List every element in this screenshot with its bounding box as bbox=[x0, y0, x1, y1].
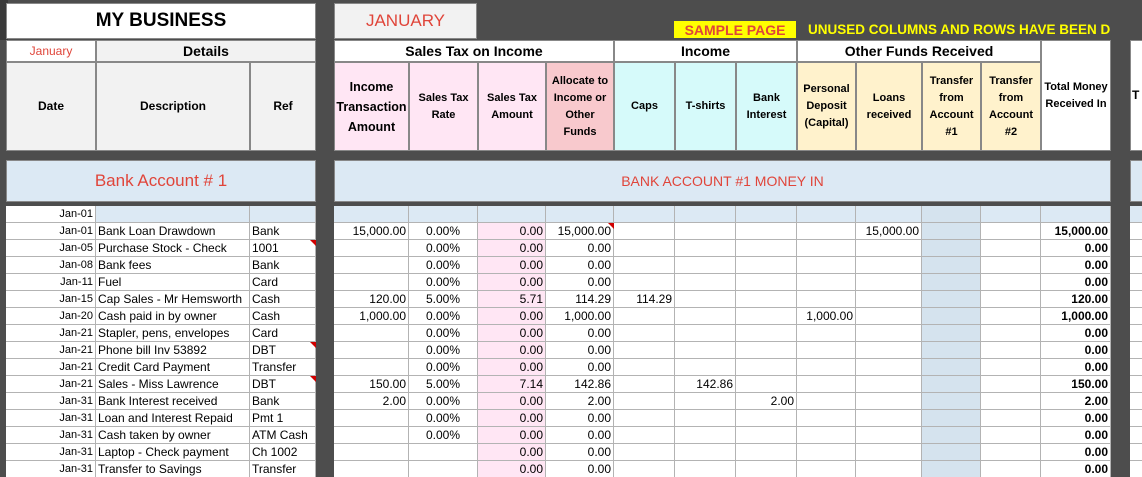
cell-tax[interactable]: 0.00 bbox=[478, 257, 546, 274]
cell-transfer2[interactable] bbox=[981, 223, 1041, 240]
cell-desc[interactable]: Sales - Miss Lawrence bbox=[96, 376, 250, 393]
cell-interest[interactable] bbox=[736, 325, 797, 342]
cell-loans[interactable] bbox=[856, 410, 922, 427]
cell-income[interactable] bbox=[334, 444, 409, 461]
cell-caps[interactable] bbox=[614, 274, 675, 291]
cell-next-section[interactable] bbox=[1130, 223, 1142, 240]
col-transfer1-header: Transfer from Account #1 bbox=[922, 62, 981, 151]
cell-rate[interactable]: 0.00% bbox=[409, 410, 478, 427]
cell-loans[interactable] bbox=[856, 291, 922, 308]
cell-income[interactable] bbox=[334, 257, 409, 274]
cell-desc[interactable]: Laptop - Check payment bbox=[96, 444, 250, 461]
month-title: JANUARY bbox=[334, 3, 477, 39]
cell-rate[interactable]: 0.00% bbox=[409, 325, 478, 342]
cell-transfer1[interactable] bbox=[922, 257, 981, 274]
cell-interest[interactable] bbox=[736, 444, 797, 461]
unused-columns-note: UNUSED COLUMNS AND ROWS HAVE BEEN D bbox=[808, 22, 1111, 37]
cell-caps[interactable] bbox=[614, 257, 675, 274]
cell-rate[interactable] bbox=[409, 206, 478, 223]
cell-caps[interactable] bbox=[614, 393, 675, 410]
cell-date[interactable]: Jan-31 bbox=[6, 427, 96, 444]
cell-date[interactable]: Jan-31 bbox=[6, 444, 96, 461]
cell-ref[interactable]: Ch 1002 bbox=[250, 444, 316, 461]
comment-indicator-icon[interactable] bbox=[310, 376, 316, 382]
cell-loans[interactable]: 15,000.00 bbox=[856, 223, 922, 240]
col-personal-deposit-header: Personal Deposit (Capital) bbox=[797, 62, 856, 151]
cell-ref[interactable]: Pmt 1 bbox=[250, 410, 316, 427]
cell-date[interactable]: Jan-11 bbox=[6, 274, 96, 291]
cell-transfer2[interactable] bbox=[981, 308, 1041, 325]
cell-personal[interactable] bbox=[797, 223, 856, 240]
cell-transfer1[interactable] bbox=[922, 325, 981, 342]
cell-transfer2[interactable] bbox=[981, 257, 1041, 274]
col-total-header: Total Money Received In bbox=[1041, 40, 1111, 151]
cell-tshirt[interactable] bbox=[675, 308, 736, 325]
cell-caps[interactable] bbox=[614, 308, 675, 325]
cell-tax[interactable]: 0.00 bbox=[478, 240, 546, 257]
col-tax-rate-header: Sales Tax Rate bbox=[409, 62, 478, 151]
cell-personal[interactable] bbox=[797, 376, 856, 393]
col-caps-header: Caps bbox=[614, 62, 675, 151]
cell-ref[interactable]: Card bbox=[250, 325, 316, 342]
cell-interest[interactable] bbox=[736, 359, 797, 376]
cell-alloc[interactable]: 2.00 bbox=[546, 393, 614, 410]
cell-tax[interactable]: 0.00 bbox=[478, 359, 546, 376]
cell-personal[interactable] bbox=[797, 274, 856, 291]
cell-rate[interactable]: 0.00% bbox=[409, 342, 478, 359]
cell-personal[interactable] bbox=[797, 410, 856, 427]
cell-tax[interactable]: 0.00 bbox=[478, 342, 546, 359]
cell-total[interactable]: 120.00 bbox=[1041, 291, 1111, 308]
cell-tshirt[interactable] bbox=[675, 223, 736, 240]
cell-transfer1[interactable] bbox=[922, 376, 981, 393]
cell-rate[interactable]: 0.00% bbox=[409, 257, 478, 274]
cell-caps[interactable] bbox=[614, 206, 675, 223]
cell-alloc[interactable]: 142.86 bbox=[546, 376, 614, 393]
cell-desc[interactable]: Stapler, pens, envelopes bbox=[96, 325, 250, 342]
cell-date[interactable]: Jan-31 bbox=[6, 393, 96, 410]
cell-ref[interactable]: Card bbox=[250, 274, 316, 291]
col-income-amount-header: Income Transaction Amount bbox=[334, 62, 409, 151]
group-income-header: Income bbox=[614, 40, 797, 62]
cell-next-section[interactable] bbox=[1130, 393, 1142, 410]
cell-loans[interactable] bbox=[856, 325, 922, 342]
cell-alloc[interactable]: 1,000.00 bbox=[546, 308, 614, 325]
cell-total[interactable]: 1,000.00 bbox=[1041, 308, 1111, 325]
cell-next-section[interactable] bbox=[1130, 359, 1142, 376]
cell-alloc[interactable]: 15,000.00 bbox=[546, 223, 614, 240]
cell-alloc[interactable] bbox=[546, 206, 614, 223]
cell-next-section[interactable] bbox=[1130, 308, 1142, 325]
cell-next-section[interactable] bbox=[1130, 410, 1142, 427]
cell-alloc[interactable]: 0.00 bbox=[546, 274, 614, 291]
cell-desc[interactable]: Bank Interest received bbox=[96, 393, 250, 410]
cell-personal[interactable]: 1,000.00 bbox=[797, 308, 856, 325]
cell-interest[interactable] bbox=[736, 291, 797, 308]
cell-tshirt[interactable]: 142.86 bbox=[675, 376, 736, 393]
cell-transfer1[interactable] bbox=[922, 206, 981, 223]
month-label-left: January bbox=[6, 40, 96, 62]
cell-income[interactable] bbox=[334, 325, 409, 342]
cell-loans[interactable] bbox=[856, 274, 922, 291]
cell-tshirt[interactable] bbox=[675, 342, 736, 359]
cell-tshirt[interactable] bbox=[675, 427, 736, 444]
cell-loans[interactable] bbox=[856, 376, 922, 393]
cell-date[interactable]: Jan-20 bbox=[6, 308, 96, 325]
cell-total[interactable]: 0.00 bbox=[1041, 274, 1111, 291]
cell-caps[interactable] bbox=[614, 359, 675, 376]
cell-tshirt[interactable] bbox=[675, 257, 736, 274]
cell-date[interactable]: Jan-01 bbox=[6, 223, 96, 240]
cell-interest[interactable] bbox=[736, 206, 797, 223]
business-title: MY BUSINESS bbox=[6, 3, 316, 39]
cell-alloc[interactable]: 0.00 bbox=[546, 342, 614, 359]
cell-ref[interactable]: DBT bbox=[250, 342, 316, 359]
cell-tax[interactable]: 0.00 bbox=[478, 410, 546, 427]
cell-transfer2[interactable] bbox=[981, 393, 1041, 410]
cell-transfer2[interactable] bbox=[981, 359, 1041, 376]
cell-total[interactable]: 0.00 bbox=[1041, 461, 1111, 477]
cell-ref[interactable]: ATM Cash bbox=[250, 427, 316, 444]
cell-income[interactable]: 1,000.00 bbox=[334, 308, 409, 325]
cell-next-section[interactable] bbox=[1130, 342, 1142, 359]
cell-tax[interactable]: 5.71 bbox=[478, 291, 546, 308]
cell-rate[interactable] bbox=[409, 444, 478, 461]
cell-transfer2[interactable] bbox=[981, 291, 1041, 308]
cell-tshirt[interactable] bbox=[675, 410, 736, 427]
col-tax-amount-header: Sales Tax Amount bbox=[478, 62, 546, 151]
sample-page-label: SAMPLE PAGE bbox=[674, 21, 796, 38]
cell-date[interactable]: Jan-31 bbox=[6, 461, 96, 477]
cell-desc[interactable]: Credit Card Payment bbox=[96, 359, 250, 376]
cell-transfer1[interactable] bbox=[922, 223, 981, 240]
cell-alloc[interactable]: 114.29 bbox=[546, 291, 614, 308]
cell-interest[interactable] bbox=[736, 274, 797, 291]
cell-income[interactable]: 150.00 bbox=[334, 376, 409, 393]
cell-tshirt[interactable] bbox=[675, 206, 736, 223]
cell-transfer1[interactable] bbox=[922, 308, 981, 325]
cell-income[interactable] bbox=[334, 461, 409, 477]
cell-next-section[interactable] bbox=[1130, 206, 1142, 223]
cell-income[interactable] bbox=[334, 427, 409, 444]
cell-caps[interactable] bbox=[614, 376, 675, 393]
cell-desc[interactable]: Phone bill Inv 53892 bbox=[96, 342, 250, 359]
cell-next-section[interactable] bbox=[1130, 274, 1142, 291]
cell-rate[interactable]: 0.00% bbox=[409, 393, 478, 410]
cell-next-section[interactable] bbox=[1130, 257, 1142, 274]
cell-caps[interactable] bbox=[614, 325, 675, 342]
cell-caps[interactable] bbox=[614, 223, 675, 240]
cell-ref[interactable]: Transfer bbox=[250, 461, 316, 477]
cell-date[interactable]: Jan-01 bbox=[6, 206, 96, 223]
cell-rate[interactable]: 0.00% bbox=[409, 308, 478, 325]
col-tshirts-header: T-shirts bbox=[675, 62, 736, 151]
group-other-funds-header: Other Funds Received bbox=[797, 40, 1041, 62]
cell-rate[interactable] bbox=[409, 461, 478, 477]
cell-total[interactable] bbox=[1041, 206, 1111, 223]
col-transfer2-header: Transfer from Account #2 bbox=[981, 62, 1041, 151]
cell-tshirt[interactable] bbox=[675, 325, 736, 342]
cell-alloc[interactable]: 0.00 bbox=[546, 410, 614, 427]
cell-interest[interactable] bbox=[736, 342, 797, 359]
comment-indicator-icon[interactable] bbox=[310, 240, 316, 246]
cell-tshirt[interactable] bbox=[675, 240, 736, 257]
cell-next-section[interactable] bbox=[1130, 291, 1142, 308]
cell-ref[interactable]: Bank bbox=[250, 223, 316, 240]
cell-tax[interactable]: 0.00 bbox=[478, 393, 546, 410]
col-next-header: T bbox=[1130, 40, 1142, 151]
cell-personal[interactable] bbox=[797, 444, 856, 461]
cell-transfer1[interactable] bbox=[922, 240, 981, 257]
cell-transfer1[interactable] bbox=[922, 410, 981, 427]
cell-personal[interactable] bbox=[797, 461, 856, 477]
cell-caps[interactable] bbox=[614, 240, 675, 257]
cell-ref[interactable]: Cash bbox=[250, 291, 316, 308]
cell-alloc[interactable]: 0.00 bbox=[546, 461, 614, 477]
cell-caps[interactable] bbox=[614, 410, 675, 427]
cell-tax[interactable]: 0.00 bbox=[478, 427, 546, 444]
cell-transfer1[interactable] bbox=[922, 427, 981, 444]
cell-rate[interactable]: 5.00% bbox=[409, 291, 478, 308]
cell-tax[interactable]: 0.00 bbox=[478, 223, 546, 240]
cell-transfer2[interactable] bbox=[981, 325, 1041, 342]
cell-transfer2[interactable] bbox=[981, 427, 1041, 444]
cell-loans[interactable] bbox=[856, 257, 922, 274]
cell-tax[interactable] bbox=[478, 206, 546, 223]
next-band bbox=[1130, 160, 1142, 202]
cell-ref[interactable]: 1001 bbox=[250, 240, 316, 257]
cell-ref[interactable]: DBT bbox=[250, 376, 316, 393]
cell-next-section[interactable] bbox=[1130, 461, 1142, 477]
cell-income[interactable] bbox=[334, 342, 409, 359]
cell-transfer2[interactable] bbox=[981, 410, 1041, 427]
cell-tshirt[interactable] bbox=[675, 274, 736, 291]
cell-desc[interactable]: Bank Loan Drawdown bbox=[96, 223, 250, 240]
col-loans-header: Loans received bbox=[856, 62, 922, 151]
cell-rate[interactable]: 0.00% bbox=[409, 274, 478, 291]
cell-rate[interactable]: 5.00% bbox=[409, 376, 478, 393]
cell-transfer2[interactable] bbox=[981, 240, 1041, 257]
cell-tshirt[interactable] bbox=[675, 444, 736, 461]
cell-caps[interactable]: 114.29 bbox=[614, 291, 675, 308]
cell-transfer2[interactable] bbox=[981, 376, 1041, 393]
cell-interest[interactable] bbox=[736, 240, 797, 257]
cell-tax[interactable]: 0.00 bbox=[478, 444, 546, 461]
cell-rate[interactable]: 0.00% bbox=[409, 240, 478, 257]
cell-total[interactable]: 0.00 bbox=[1041, 342, 1111, 359]
cell-desc[interactable]: Cap Sales - Mr Hemsworth bbox=[96, 291, 250, 308]
cell-transfer2[interactable] bbox=[981, 342, 1041, 359]
cell-next-section[interactable] bbox=[1130, 376, 1142, 393]
col-date-header: Date bbox=[6, 62, 96, 151]
cell-interest[interactable] bbox=[736, 376, 797, 393]
cell-date[interactable]: Jan-31 bbox=[6, 410, 96, 427]
cell-transfer1[interactable] bbox=[922, 342, 981, 359]
cell-personal[interactable] bbox=[797, 393, 856, 410]
cell-desc[interactable]: Purchase Stock - Check bbox=[96, 240, 250, 257]
cell-alloc[interactable]: 0.00 bbox=[546, 444, 614, 461]
money-in-band: BANK ACCOUNT #1 MONEY IN bbox=[334, 160, 1111, 202]
cell-caps[interactable] bbox=[614, 461, 675, 477]
cell-total[interactable]: 0.00 bbox=[1041, 410, 1111, 427]
cell-date[interactable]: Jan-05 bbox=[6, 240, 96, 257]
cell-income[interactable]: 2.00 bbox=[334, 393, 409, 410]
cell-transfer1[interactable] bbox=[922, 444, 981, 461]
group-sales-tax-header: Sales Tax on Income bbox=[334, 40, 614, 62]
cell-loans[interactable] bbox=[856, 342, 922, 359]
cell-tshirt[interactable] bbox=[675, 359, 736, 376]
cell-next-section[interactable] bbox=[1130, 444, 1142, 461]
cell-income[interactable] bbox=[334, 240, 409, 257]
cell-interest[interactable] bbox=[736, 308, 797, 325]
cell-total[interactable]: 2.00 bbox=[1041, 393, 1111, 410]
cell-personal[interactable] bbox=[797, 206, 856, 223]
cell-tax[interactable]: 0.00 bbox=[478, 325, 546, 342]
cell-desc[interactable]: Fuel bbox=[96, 274, 250, 291]
cell-transfer2[interactable] bbox=[981, 274, 1041, 291]
cell-total[interactable]: 0.00 bbox=[1041, 444, 1111, 461]
cell-tax[interactable]: 0.00 bbox=[478, 274, 546, 291]
cell-total[interactable]: 0.00 bbox=[1041, 325, 1111, 342]
cell-transfer2[interactable] bbox=[981, 206, 1041, 223]
cell-alloc[interactable]: 0.00 bbox=[546, 240, 614, 257]
cell-income[interactable] bbox=[334, 410, 409, 427]
cell-ref[interactable]: Bank bbox=[250, 393, 316, 410]
cell-next-section[interactable] bbox=[1130, 427, 1142, 444]
cell-ref[interactable] bbox=[250, 206, 316, 223]
cell-desc[interactable]: Cash paid in by owner bbox=[96, 308, 250, 325]
col-allocate-header: Allocate to Income or Other Funds bbox=[546, 62, 614, 151]
cell-date[interactable]: Jan-21 bbox=[6, 342, 96, 359]
cell-desc[interactable] bbox=[96, 206, 250, 223]
bank-account-band: Bank Account # 1 bbox=[6, 160, 316, 202]
cell-desc[interactable]: Transfer to Savings bbox=[96, 461, 250, 477]
cell-next-section[interactable] bbox=[1130, 240, 1142, 257]
cell-transfer1[interactable] bbox=[922, 291, 981, 308]
cell-desc[interactable]: Bank fees bbox=[96, 257, 250, 274]
cell-interest[interactable] bbox=[736, 410, 797, 427]
cell-rate[interactable]: 0.00% bbox=[409, 427, 478, 444]
cell-alloc[interactable]: 0.00 bbox=[546, 359, 614, 376]
cell-personal[interactable] bbox=[797, 240, 856, 257]
cell-transfer1[interactable] bbox=[922, 359, 981, 376]
cell-income[interactable]: 15,000.00 bbox=[334, 223, 409, 240]
cell-rate[interactable]: 0.00% bbox=[409, 359, 478, 376]
cell-income[interactable] bbox=[334, 359, 409, 376]
col-ref-header: Ref bbox=[250, 62, 316, 151]
cell-caps[interactable] bbox=[614, 342, 675, 359]
details-label: Details bbox=[96, 40, 316, 62]
cell-personal[interactable] bbox=[797, 325, 856, 342]
cell-desc[interactable]: Cash taken by owner bbox=[96, 427, 250, 444]
cell-personal[interactable] bbox=[797, 427, 856, 444]
cell-date[interactable]: Jan-21 bbox=[6, 325, 96, 342]
cell-date[interactable]: Jan-21 bbox=[6, 359, 96, 376]
cell-interest[interactable] bbox=[736, 427, 797, 444]
cell-income[interactable] bbox=[334, 274, 409, 291]
cell-next-section[interactable] bbox=[1130, 325, 1142, 342]
cell-interest[interactable] bbox=[736, 223, 797, 240]
cell-total[interactable]: 0.00 bbox=[1041, 240, 1111, 257]
cell-loans[interactable] bbox=[856, 308, 922, 325]
cell-interest[interactable] bbox=[736, 257, 797, 274]
cell-alloc[interactable]: 0.00 bbox=[546, 325, 614, 342]
cell-alloc[interactable]: 0.00 bbox=[546, 427, 614, 444]
cell-transfer1[interactable] bbox=[922, 274, 981, 291]
cell-loans[interactable] bbox=[856, 444, 922, 461]
cell-total[interactable]: 150.00 bbox=[1041, 376, 1111, 393]
cell-personal[interactable] bbox=[797, 257, 856, 274]
cell-income[interactable] bbox=[334, 206, 409, 223]
cell-total[interactable]: 0.00 bbox=[1041, 427, 1111, 444]
cell-tax[interactable]: 0.00 bbox=[478, 461, 546, 477]
cell-tshirt[interactable] bbox=[675, 291, 736, 308]
comment-indicator-icon[interactable] bbox=[608, 223, 614, 229]
cell-transfer1[interactable] bbox=[922, 393, 981, 410]
cell-loans[interactable] bbox=[856, 427, 922, 444]
cell-loans[interactable] bbox=[856, 206, 922, 223]
cell-interest[interactable] bbox=[736, 461, 797, 477]
cell-tax[interactable]: 0.00 bbox=[478, 308, 546, 325]
cell-ref[interactable]: Cash bbox=[250, 308, 316, 325]
col-bank-interest-header: Bank Interest bbox=[736, 62, 797, 151]
cell-date[interactable]: Jan-08 bbox=[6, 257, 96, 274]
cell-tshirt[interactable] bbox=[675, 393, 736, 410]
cell-loans[interactable] bbox=[856, 461, 922, 477]
cell-transfer2[interactable] bbox=[981, 444, 1041, 461]
cell-desc[interactable]: Loan and Interest Repaid bbox=[96, 410, 250, 427]
cell-total[interactable]: 0.00 bbox=[1041, 257, 1111, 274]
cell-total[interactable]: 15,000.00 bbox=[1041, 223, 1111, 240]
cell-date[interactable]: Jan-15 bbox=[6, 291, 96, 308]
cell-loans[interactable] bbox=[856, 393, 922, 410]
cell-transfer2[interactable] bbox=[981, 461, 1041, 477]
cell-income[interactable]: 120.00 bbox=[334, 291, 409, 308]
cell-transfer1[interactable] bbox=[922, 461, 981, 477]
cell-caps[interactable] bbox=[614, 444, 675, 461]
cell-interest[interactable]: 2.00 bbox=[736, 393, 797, 410]
cell-date[interactable]: Jan-21 bbox=[6, 376, 96, 393]
cell-ref[interactable]: Transfer bbox=[250, 359, 316, 376]
cell-loans[interactable] bbox=[856, 359, 922, 376]
cell-loans[interactable] bbox=[856, 240, 922, 257]
cell-alloc[interactable]: 0.00 bbox=[546, 257, 614, 274]
cell-personal[interactable] bbox=[797, 342, 856, 359]
cell-tshirt[interactable] bbox=[675, 461, 736, 477]
col-description-header: Description bbox=[96, 62, 250, 151]
comment-indicator-icon[interactable] bbox=[310, 342, 316, 348]
cell-tax[interactable]: 7.14 bbox=[478, 376, 546, 393]
cell-personal[interactable] bbox=[797, 359, 856, 376]
cell-caps[interactable] bbox=[614, 427, 675, 444]
cell-rate[interactable]: 0.00% bbox=[409, 223, 478, 240]
cell-ref[interactable]: Bank bbox=[250, 257, 316, 274]
cell-total[interactable]: 0.00 bbox=[1041, 359, 1111, 376]
cell-personal[interactable] bbox=[797, 291, 856, 308]
